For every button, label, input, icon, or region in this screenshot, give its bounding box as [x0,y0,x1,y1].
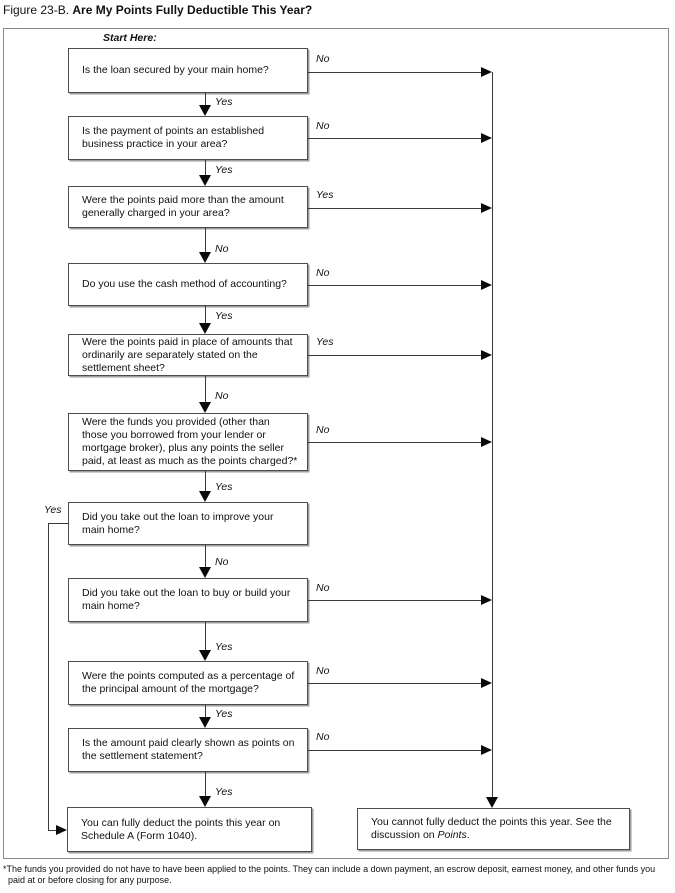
start-here-label: Start Here: [103,32,157,44]
connector-q2-down-line [205,160,206,176]
connector-q10-label: No [316,731,330,743]
connector-q5-label: Yes [316,336,334,348]
connector-q5-down-arrowhead-icon [199,402,211,413]
figure-number: Figure 23-B. [3,3,70,17]
outcome-deductible-box [67,807,312,852]
connector-q8-label: No [316,582,330,594]
connector-q4-right-line [308,285,482,286]
connector-q6-down-arrowhead-icon [199,491,211,502]
connector-q5-down-label: No [215,390,229,402]
connector-q9-down-arrowhead-icon [199,717,211,728]
connector-q1-down-arrowhead-icon [199,105,211,116]
connector-q9-right-line [308,683,482,684]
outcome-not-deductible-text-after: . [466,829,470,841]
question-text-5: Were the points paid in place of amounts that ordinarily are separately stated on the settlement sheet? [82,335,293,374]
connector-q7-down-label: No [215,556,229,568]
left-rail-top-segment [48,523,68,524]
connector-q5-down-line [205,376,206,403]
right-rail-line [492,72,493,798]
connector-q10-down-arrowhead-icon [199,796,211,807]
question-box-3 [68,186,308,228]
connector-q3-down-line [205,228,206,253]
connector-q8-right-line [308,600,482,601]
connector-q3-arrowhead-icon [481,203,492,213]
connector-q3-label: Yes [316,189,334,201]
connector-q7-down-line [205,545,206,568]
outcome-not-deductible-text-before: You cannot fully deduct the points this year. See the discussion on [371,816,612,841]
connector-q2-right-line [308,138,482,139]
question-box-4 [68,263,308,306]
outcome-not-deductible-text [371,816,620,842]
question-text-7: Did you take out the loan to improve your main home? [82,510,274,536]
connector-q4-down-label: Yes [215,310,233,322]
question-box-10 [68,728,308,772]
connector-q10-down-label: Yes [215,786,233,798]
connector-q2-arrowhead-icon [481,133,492,143]
question-text-1: Is the loan secured by your main home? [82,64,269,76]
connector-q9-arrowhead-icon [481,678,492,688]
connector-q10-arrowhead-icon [481,745,492,755]
connector-q5-arrowhead-icon [481,350,492,360]
connector-q9-label: No [316,665,330,677]
connector-q3-down-label: No [215,243,229,255]
question-box-6 [68,413,308,471]
connector-q1-label: No [316,53,330,65]
connector-q8-down-line [205,622,206,651]
connector-q5-right-line [308,355,482,356]
left-rail-arrowhead-icon [56,825,67,835]
question-text-4: Do you use the cash method of accounting? [82,278,287,290]
question-text-3: Were the points paid more than the amount generally charged in your area? [82,194,284,219]
figure-heading: Are My Points Fully Deductible This Year? [72,3,313,17]
connector-q1-arrowhead-icon [481,67,492,77]
outcome-not-deductible-box [357,808,630,850]
connector-q8-down-label: Yes [215,641,233,653]
question-box-7 [68,502,308,545]
connector-q9-down-label: Yes [215,708,233,720]
connector-q8-arrowhead-icon [481,595,492,605]
connector-q2-down-label: Yes [215,164,233,176]
question-text-10: Is the amount paid clearly shown as points on the settlement statement? [82,737,295,762]
connector-q4-down-arrowhead-icon [199,323,211,334]
left-rail-line [48,523,49,830]
footnote: *The funds you provided do not have to have been applied to the points. They can include a down payment, an escrow deposit, earnest money, and other funds you paid at or before closing for any purpose. [3,864,656,885]
outcome-deductible-text: You can fully deduct the points this year on Schedule A (Form 1040). [81,816,281,842]
connector-q6-down-label: Yes [215,481,233,493]
connector-q4-down-line [205,306,206,324]
question-text-9: Were the points computed as a percentage of the principal amount of the mortgage? [82,670,295,695]
question-box-1 [68,48,308,93]
connector-q10-right-line [308,750,482,751]
connector-q6-down-line [205,471,206,492]
question-box-5 [68,334,308,376]
connector-q3-down-arrowhead-icon [199,252,211,263]
figure-title [3,3,312,17]
connector-q7-down-arrowhead-icon [199,567,211,578]
connector-q6-right-line [308,442,482,443]
outcome-not-deductible-text-italic: Points [437,829,467,841]
question-text-6: Were the funds you provided (other than those you borrowed from your lender or mortgage broker), plus any points the seller paid, at least as much as the points charged?* [82,416,298,467]
connector-q4-label: No [316,267,330,279]
connector-q1-right-line [308,72,482,73]
question-box-8 [68,578,308,622]
connector-q7-left-label: Yes [44,504,62,516]
connector-q3-right-line [308,208,482,209]
question-box-9 [68,661,308,705]
connector-q2-label: No [316,120,330,132]
question-box-2 [68,116,308,160]
connector-q6-label: No [316,424,330,436]
connector-q2-down-arrowhead-icon [199,175,211,186]
right-rail-arrowhead-down-icon [486,797,498,808]
connector-q6-arrowhead-icon [481,437,492,447]
connector-q1-down-label: Yes [215,96,233,108]
connector-q4-arrowhead-icon [481,280,492,290]
connector-q10-down-line [205,772,206,797]
question-text-2: Is the payment of points an established business practice in your area? [82,125,265,150]
connector-q8-down-arrowhead-icon [199,650,211,661]
question-text-8: Did you take out the loan to buy or build your main home? [82,587,291,612]
